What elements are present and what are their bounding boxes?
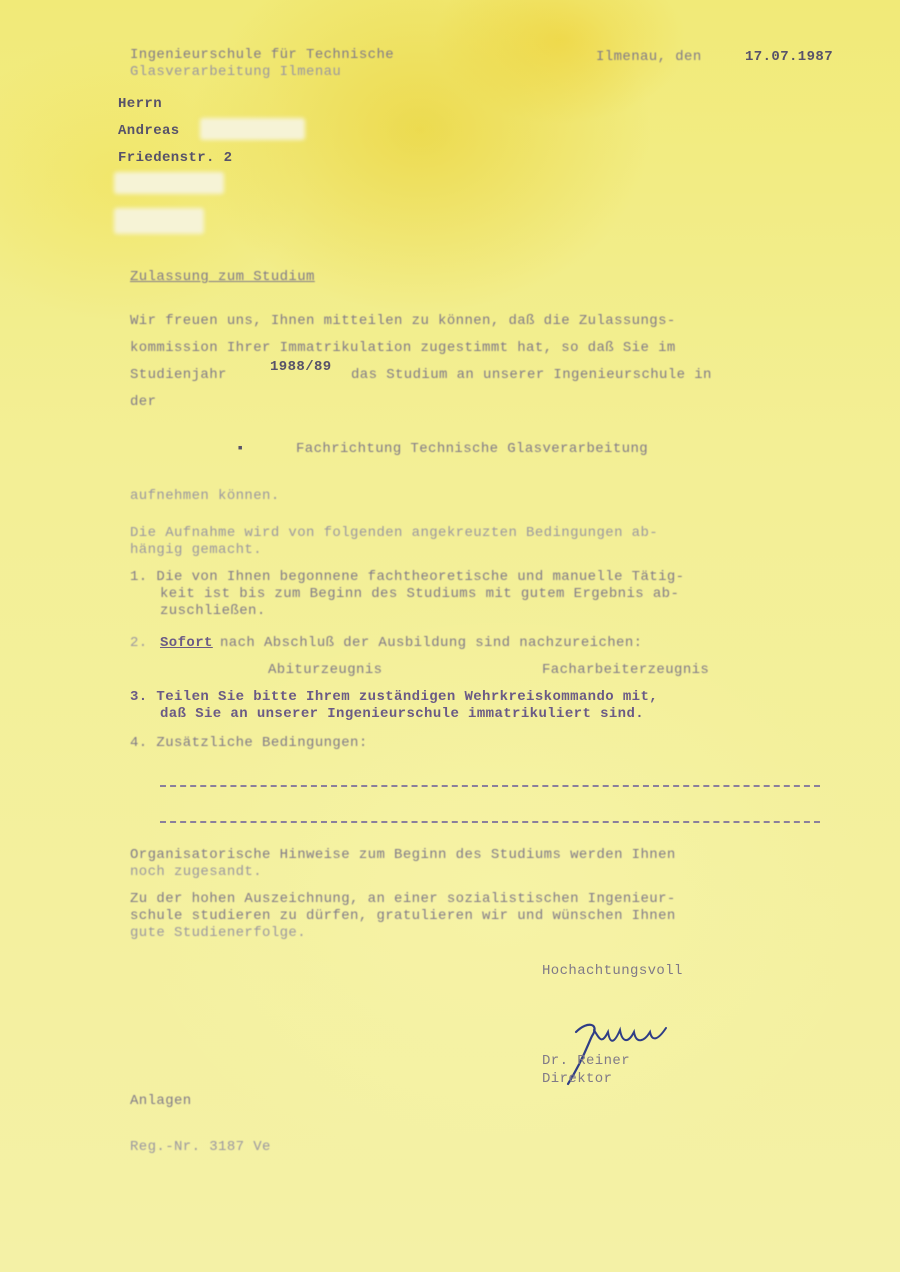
- blank-line-2: [160, 821, 820, 823]
- condition-2-option-b: Facharbeiterzeugnis: [542, 662, 710, 678]
- field-marker: ▪: [236, 441, 245, 457]
- condition-3-line-2: daß Sie an unserer Ingenieurschule immatrikuliert sind.: [160, 706, 645, 722]
- recipient-postcode-redaction: [114, 172, 224, 194]
- sender-line-1: Ingenieurschule für Technische: [130, 47, 395, 63]
- closing-greeting: Hochachtungsvoll: [542, 963, 683, 979]
- condition-4: 4. Zusätzliche Bedingungen:: [130, 735, 368, 751]
- condition-3-line-1: 3. Teilen Sie bitte Ihrem zuständigen Wehrkreiskommando mit,: [130, 689, 659, 705]
- attachments-label: Anlagen: [130, 1093, 192, 1109]
- signer-title: Direktor: [542, 1071, 613, 1087]
- closing-line-3: gute Studienerfolge.: [130, 925, 307, 941]
- signer-name: Dr. Reiner: [542, 1053, 631, 1069]
- field-of-study: Fachrichtung Technische Glasverarbeitung: [296, 441, 649, 457]
- recipient-name: Andreas: [118, 123, 180, 139]
- blank-line-1: [160, 785, 820, 787]
- condition-2-sofort: Sofort: [160, 635, 213, 651]
- condition-1-line-1: 1. Die von Ihnen begonnene fachtheoretische und manuelle Tätig-: [130, 569, 685, 585]
- condition-1-line-3: zuschließen.: [160, 603, 266, 619]
- condition-2-text: nach Abschluß der Ausbildung sind nachzureichen:: [220, 635, 643, 651]
- letter-date: 17.07.1987: [745, 49, 834, 65]
- place-date-prefix: Ilmenau, den: [596, 49, 702, 65]
- condition-1-line-2: keit ist bis zum Beginn des Studiums mit gutem Ergebnis ab-: [160, 586, 680, 602]
- recipient-salutation: Herrn: [118, 96, 163, 112]
- conditions-intro-line-2: hängig gemacht.: [130, 542, 263, 558]
- intro-line-3b: das Studium an unserer Ingenieurschule in: [351, 367, 712, 383]
- intro-line-2: kommission Ihrer Immatrikulation zugestimmt hat, so daß Sie im: [130, 340, 676, 356]
- organizational-line-1: Organisatorische Hinweise zum Beginn des Studiums werden Ihnen: [130, 847, 676, 863]
- intro-line-3a: Studienjahr: [130, 367, 227, 383]
- recipient-city-redaction: [114, 208, 204, 234]
- condition-2-option-a: Abiturzeugnis: [268, 662, 383, 678]
- intro-line-1: Wir freuen uns, Ihnen mitteilen zu können, daß die Zulassungs-: [130, 313, 676, 329]
- closing-line-2: schule studieren zu dürfen, gratulieren wir und wünschen Ihnen: [130, 908, 676, 924]
- closing-line-1: Zu der hohen Auszeichnung, an einer sozialistischen Ingenieur-: [130, 891, 676, 907]
- study-year: 1988/89: [270, 359, 332, 375]
- condition-2-number: 2.: [130, 635, 148, 651]
- organizational-line-2: noch zugesandt.: [130, 864, 263, 880]
- admit-line: aufnehmen können.: [130, 488, 280, 504]
- letter-subject: Zulassung zum Studium: [130, 269, 315, 285]
- intro-line-4: der: [130, 394, 157, 410]
- recipient-street: Friedenstr. 2: [118, 150, 233, 166]
- conditions-intro-line-1: Die Aufnahme wird von folgenden angekreuzten Bedingungen ab-: [130, 525, 659, 541]
- recipient-surname-redaction: [200, 118, 305, 140]
- sender-line-2: Glasverarbeitung Ilmenau: [130, 64, 342, 80]
- reference-number: Reg.-Nr. 3187 Ve: [130, 1139, 271, 1155]
